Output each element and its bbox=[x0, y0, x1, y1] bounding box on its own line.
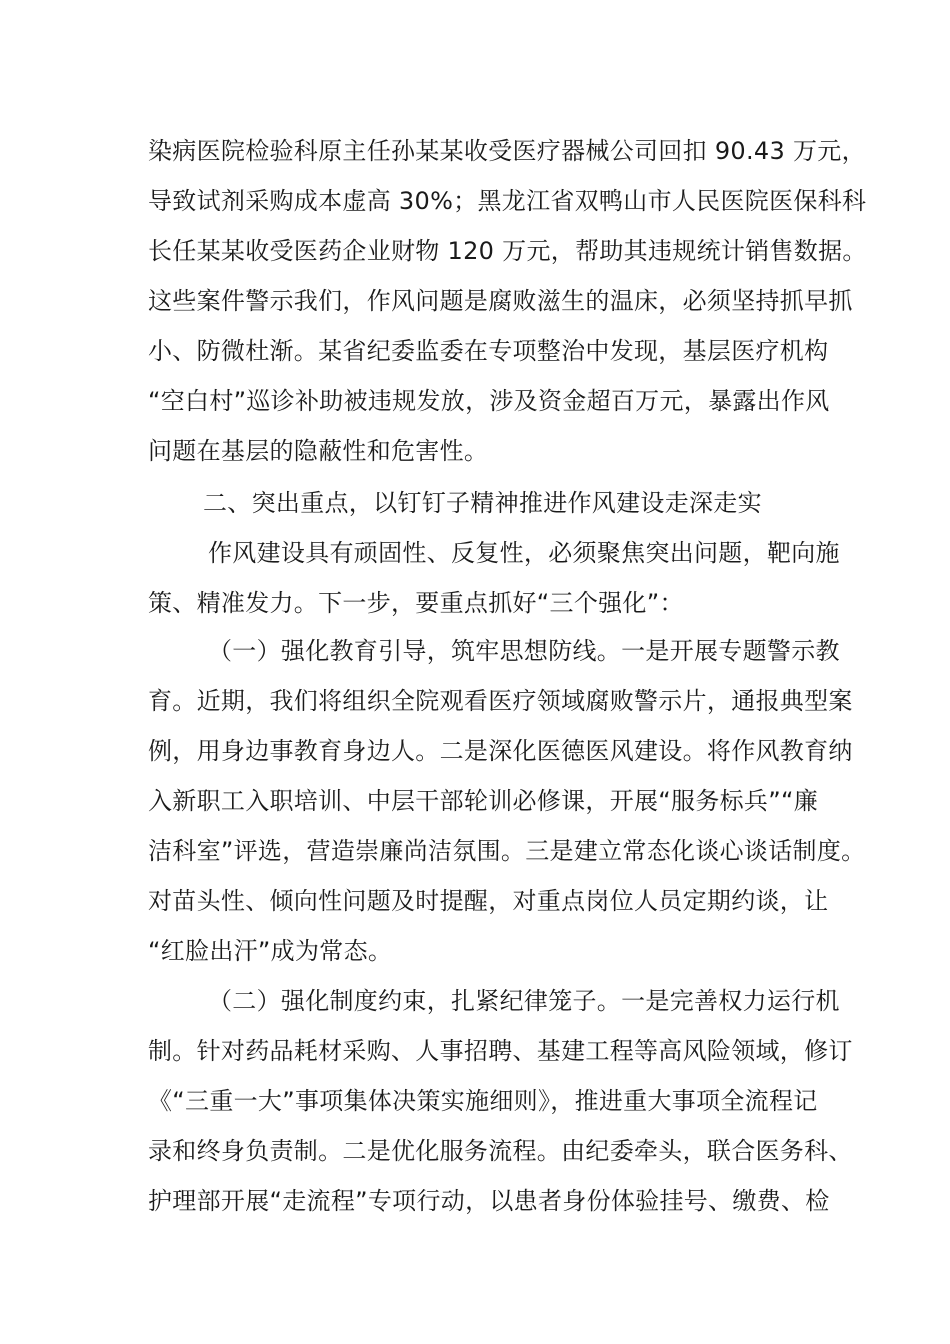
text-line: 小、防微杜渐。某省纪委监委在专项整治中发现，基层医疗机构 bbox=[148, 337, 829, 365]
text-line: 入新职工入职培训、中层干部轮训必修课，开展“服务标兵”“廉 bbox=[148, 787, 818, 815]
text-line: “空白村”巡诊补助被违规发放，涉及资金超百万元，暴露出作风 bbox=[148, 387, 830, 415]
text-line: 例，用身边事教育身边人。二是深化医德医风建设。将作风教育纳 bbox=[148, 737, 853, 765]
text-line: 护理部开展“走流程”专项行动，以患者身份体验挂号、缴费、检 bbox=[148, 1187, 830, 1215]
text-line: 对苗头性、倾向性问题及时提醒，对重点岗位人员定期约谈，让 bbox=[148, 887, 829, 915]
text-line: “红脸出汗”成为常态。 bbox=[148, 937, 393, 965]
text-line: 染病医院检验科原主任孙某某收受医疗器械公司回扣 90.43 万元， bbox=[148, 137, 866, 165]
text-line: 这些案件警示我们，作风问题是腐败滋生的温床，必须坚持抓早抓 bbox=[148, 287, 853, 315]
text-line: 洁科室”评选，营造崇廉尚洁氛围。三是建立常态化谈心谈话制度。 bbox=[148, 837, 866, 865]
text-line: 策、精准发力。下一步，要重点抓好“三个强化”： bbox=[148, 589, 684, 617]
section-heading: 二、突出重点，以钉钉子精神推进作风建设走深走实 bbox=[203, 489, 762, 517]
text-line: 长任某某收受医药企业财物 120 万元，帮助其违规统计销售数据。 bbox=[148, 237, 867, 265]
text-line: 录和终身负责制。二是优化服务流程。由纪委牵头，联合医务科、 bbox=[148, 1137, 853, 1165]
text-line: 制。针对药品耗材采购、人事招聘、基建工程等高风险领域，修订 bbox=[148, 1037, 853, 1065]
subsection-line: （一）强化教育引导，筑牢思想防线。一是开展专题警示教 bbox=[208, 637, 840, 665]
text-line: 导致试剂采购成本虚高 30%；黑龙江省双鸭山市人民医院医保科科 bbox=[148, 187, 867, 215]
subsection-line: （二）强化制度约束，扎紧纪律笼子。一是完善权力运行机 bbox=[208, 987, 840, 1015]
text-line: 育。近期，我们将组织全院观看医疗领域腐败警示片，通报典型案 bbox=[148, 687, 853, 715]
text-line: 作风建设具有顽固性、反复性，必须聚焦突出问题，靶向施 bbox=[208, 539, 840, 567]
text-line: 《“三重一大”事项集体决策实施细则》，推进重大事项全流程记 bbox=[148, 1087, 818, 1115]
text-line: 问题在基层的隐蔽性和危害性。 bbox=[148, 437, 489, 465]
